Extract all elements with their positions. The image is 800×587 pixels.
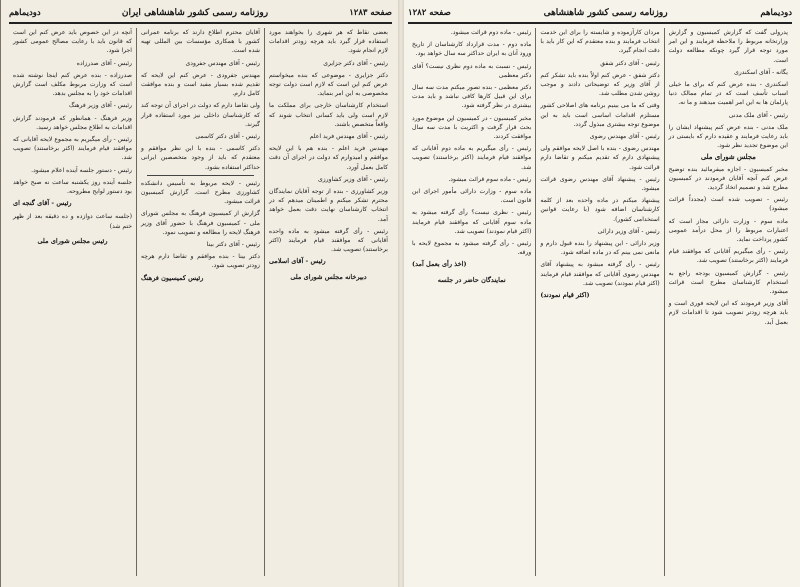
signature-line: (اکثر قیام نمودند) — [540, 291, 590, 300]
paragraph: رئیس - دستور جلسه آینده اعلام میشود. — [31, 166, 132, 174]
paragraph: آنچه در این خصوص باید عرض کنم این است که قانون باید با رعایت مصالح عمومی کشور اجرا شود. — [13, 29, 132, 55]
signature-line: رئیس - آقای اسلامی — [269, 257, 326, 266]
paragraph: وزیر دارائی - این پیشنهاد را بنده قبول دارم و مانعی نمی بینم که در ماده اضافه شود. — [540, 240, 660, 257]
paragraph: دکتر بینا - بنده موافقم و تقاضا دارم هرچه زودتر تصویب شود. — [141, 253, 260, 270]
paragraph: رئیس - آقای مهندس جفرودی — [185, 59, 260, 67]
left-page-header — [9, 6, 392, 24]
column — [264, 28, 392, 576]
paragraph: رئیس - پیشنهاد آقای مهندس رضوی قرائت میشود. — [540, 175, 660, 193]
paragraph: استخدام کارشناسان خارجی برای مملکت ما لازم است ولی باید کسانی انتخاب شوند که واقعاً متخصص باشند. — [269, 102, 388, 128]
paragraph: رئیس - ماده دوم قرائت میشود. — [450, 29, 532, 36]
signature-line: رئیس کمیسیون فرهنگ — [141, 273, 204, 282]
paragraph: رئیس - لایحه مربوط به تأسیس دانشکده کشاورزی مطرح است. گزارش کمیسیون قرائت میشود. — [141, 179, 260, 206]
paragraph: رئیس - آقای صدرزاده — [76, 59, 132, 67]
paragraph: پیشنهاد میکنم در ماده واحده بعد از کلمه کارشناسان اضافه شود (با رعایت قوانین استخدامی کشور). — [540, 197, 660, 223]
paragraph: وزیر فرهنگ - همانطور که فرمودند گزارش اقدامات به اطلاع مجلس خواهد رسید. — [13, 114, 132, 131]
paragraph: رئیس - آقای مهندس فرید اعلم — [309, 133, 388, 141]
column-footer: دبیرخانه مجلس شورای ملی — [290, 272, 367, 281]
paragraph: رئیس - رأی گرفته میشود به ماده واحده آقایانی که موافقند قیام فرمایند (اکثر برخاستند) تصویب شد. — [269, 227, 388, 254]
paragraph: مهندس جفرودی - عرض کنم این لایحه که تقدیم شده بسیار مفید است و بنده موافقت کامل دارم. — [141, 71, 260, 98]
paragraph: رئیس - رأی میگیریم آقایانی که موافقند قیام فرمایند (اکثر برخاستند) تصویب شد. — [668, 248, 788, 265]
paragraph: گزارش از کمیسیون فرهنگ به مجلس شورای ملی - کمیسیون فرهنگ با حضور آقای وزیر فرهنگ لایحه را مطالعه و تصویب نمود. — [141, 210, 260, 236]
paragraph: رئیس - رأی گرفته میشود به مجموع لایحه با ورقه. — [412, 240, 532, 257]
paragraph: رئیس - آقای دکتر بینا — [206, 241, 260, 249]
paragraph: رئیس - رأی میگیریم به مجموع لایحه آقایانی که موافقند قیام فرمایند (اکثر برخاستند) تصویب شد. — [13, 136, 132, 162]
right-columns — [408, 28, 792, 576]
paragraph: دکتر جزایری - موضوعی که بنده میخواستم عرض کنم این است که لازم است دولت توجه مخصوصی به این امر بنماید. — [269, 71, 388, 98]
issue-date: دودیماهم — [760, 8, 792, 18]
issue-date: دودیماهم — [9, 8, 41, 18]
paragraph: مخبر کمیسیون - در کمیسیون این موضوع مورد بحث قرار گرفت و اکثریت با مدت سه سال موافقت کردند. — [412, 114, 532, 141]
paragraph: صدرزاده - بنده عرض کنم اینجا نوشته شده است که وزارت مربوط مکلف است گزارش اقدامات خود را به مجلس بدهد. — [13, 71, 132, 98]
page-gutter — [398, 0, 404, 587]
paragraph: ماده دوم - مدت قرارداد کارشناسان از تاریخ ورود آنان به ایران حداکثر سه سال خواهد بود. — [412, 41, 532, 58]
column-footer: نمایندگان حاضر در جلسه — [437, 275, 506, 284]
paragraph: وقتی که ما می بینیم برنامه های اصلاحی کشور مستلزم اقدامات اساسی است باید به این موضوع توجه بیشتری مبذول گردد. — [540, 102, 660, 128]
column — [136, 28, 264, 576]
right-page-header — [408, 6, 792, 24]
paragraph: رئیس - رأی میگیریم به ماده دوم آقایانی که موافقند قیام فرمایند (اکثر برخاستند) تصویب شد. — [412, 145, 532, 171]
paragraph: مهندس فرید اعلم - بنده هم با این لایحه موافقم و امیدوارم که دولت در اجرای آن دقت کامل بعمل آورد. — [269, 145, 388, 171]
paragraph: دکتر کاسمی - بنده با این نظر موافقم و معتقدم که باید از وجود متخصصین ایرانی حداکثر استفاده بشود. — [141, 145, 260, 171]
column — [408, 28, 535, 576]
column — [664, 28, 792, 576]
paragraph: رئیس - آقای دکتر جزایری — [323, 59, 388, 67]
paragraph: رئیس - نظری نیست؟ رأی گرفته میشود به ماده سوم آقایانی که موافقند قیام فرمایند (اکثر قیام نمودند) تصویب شد. — [412, 209, 532, 235]
paragraph: مردان کارآزموده و شایسته را برای این خدمت انتخاب فرمایند و بنده معتقدم که این کار باید با دقت انجام گیرد. — [540, 29, 660, 55]
paragraph: مهندس رضوی - بنده با اصل لایحه موافقم ولی پیشنهادی دارم که تقدیم میکنم و تقاضا دارم قرائت شود. — [540, 145, 660, 171]
right-page — [400, 0, 800, 587]
paragraph: پدرولی گفت که گزارش کمیسیون و گزارش وزارتخانه مربوط را ملاحظه فرمایند و این امر مورد توجه قرار گیرد چونکه مطالعه دولت است. — [668, 29, 788, 64]
left-columns — [9, 28, 392, 576]
paragraph: بعضی نقاط که هر شهری را بخواهند مورد استفاده قرار گیرد باید هرچه زودتر اقدامات لازم انجام شود. — [269, 29, 388, 55]
paragraph: رئیس - رأی گرفته میشود به پیشنهاد آقای مهندس رضوی آقایانی که موافقند قیام فرمایند (اکثر قیام نمودند) تصویب شد. — [540, 261, 660, 287]
paragraph: جلسه آینده روز یکشنبه ساعت نه صبح خواهد بود دستور لوایح مطروحه. — [13, 178, 132, 196]
paragraph: آقایان محترم اطلاع دارند که برنامه عمرانی کشور با همکاری مؤسسات بین المللی تهیه شده است. — [141, 29, 260, 55]
paragraph: ماده سوم - وزارت دارائی مأمور اجرای این قانون است. — [412, 188, 532, 205]
paragraph: یگانه - آقای اسکندری — [734, 68, 788, 76]
paragraph: مخبر کمیسیون - اجازه میفرمائید بنده توضیح عرض کنم آنچه آقایان فرمودند در کمیسیون مطرح شد و تصمیم اتخاذ گردید. — [668, 165, 788, 192]
paragraph: رئیس - آقای وزیر دارائی — [597, 227, 660, 235]
paragraph: (جلسه ساعت دوازده و ده دقیقه بعد از ظهر ختم شد) — [13, 213, 132, 230]
signature-line: رئیس - آقای گنجه ای — [13, 199, 72, 208]
column — [535, 28, 663, 576]
paragraph: وزیر کشاورزی - بنده از توجه آقایان نمایندگان محترم تشکر میکنم و اطمینان میدهم که در انتخاب کارشناسان نهایت دقت بعمل خواهد آمد. — [269, 188, 388, 223]
paragraph: رئیس - آقای وزیر کشاورزی — [317, 175, 388, 183]
paragraph: ماده سوم - وزارت دارائی مجاز است که اعتبارات مربوط را از محل درآمد عمومی کشور پرداخت نماید. — [668, 217, 788, 244]
paragraph: رئیس - گزارش کمیسیون بودجه راجع به استخدام کارشناسان مطرح است قرائت میشود. — [668, 269, 788, 296]
paragraph: رئیس - آقای وزیر فرهنگ — [68, 102, 132, 110]
section-heading: مجلس شورای ملی — [700, 153, 756, 162]
paper-title: روزنامه رسمی کشور شاهنشاهی — [543, 8, 668, 18]
paragraph: رئیس - آقای دکتر شفق — [600, 59, 660, 67]
column-footer: رئیس مجلس شورای ملی — [37, 236, 108, 245]
signature-line: (اخذ رأی بعمل آمد) — [412, 260, 467, 269]
paragraph: رئیس - آقای ملک مدنی — [728, 111, 788, 119]
page-number: صفحه ۱۲۸۳ — [349, 8, 392, 18]
paragraph: آقای وزیر فرمودند که این لایحه فوری است و باید هرچه زودتر تصویب شود تا اقدامات لازم بعمل آید. — [668, 300, 788, 326]
paragraph: رئیس - تصویب شده است (مجدداً قرائت میشود) — [668, 196, 788, 213]
section-divider — [147, 175, 254, 176]
paragraph: دکتر شفق - عرض کنم اولاً بنده باید تشکر کنم از آقای وزیر که توضیحاتی دادند و موجب روشن شدن مطلب شد. — [540, 71, 660, 98]
paragraph: ولی تقاضا دارم که دولت در اجرای آن توجه کند که کارشناسان داخلی نیز مورد استفاده قرار گیرند. — [141, 102, 260, 128]
paragraph: ملک مدنی - بنده عرض کنم پیشنهاد ایشان را باید رعایت فرمایند و عقیده دارم که بایستی در این موضوع تجدید نظر شود. — [668, 123, 788, 150]
paragraph: دکتر معظمی - بنده تصور میکنم مدت سه سال برای این قبیل کارها کافی نباشد و باید مدت بیشتری در نظر گرفته شود. — [412, 84, 532, 110]
paragraph: رئیس - آقای مهندس رضوی — [589, 133, 660, 141]
paragraph: اسکندری - بنده عرض کنم که برای ما خیلی اسباب تأسف است که در تمام ممالک دنیا پارلمان ها به این امر اهمیت میدهند و ما نه. — [668, 81, 788, 107]
column — [9, 28, 136, 576]
paragraph: رئیس - نسبت به ماده دوم نظری نیست؟ آقای دکتر معظمی — [412, 62, 532, 79]
paragraph: رئیس - آقای دکتر کاسمی — [195, 133, 260, 141]
paragraph: رئیس - ماده سوم قرائت میشود. — [448, 175, 532, 183]
page-number: صفحه ۱۲۸۲ — [408, 8, 451, 18]
paper-title: روزنامه رسمی کشور شاهنشاهی ایران — [121, 8, 269, 18]
